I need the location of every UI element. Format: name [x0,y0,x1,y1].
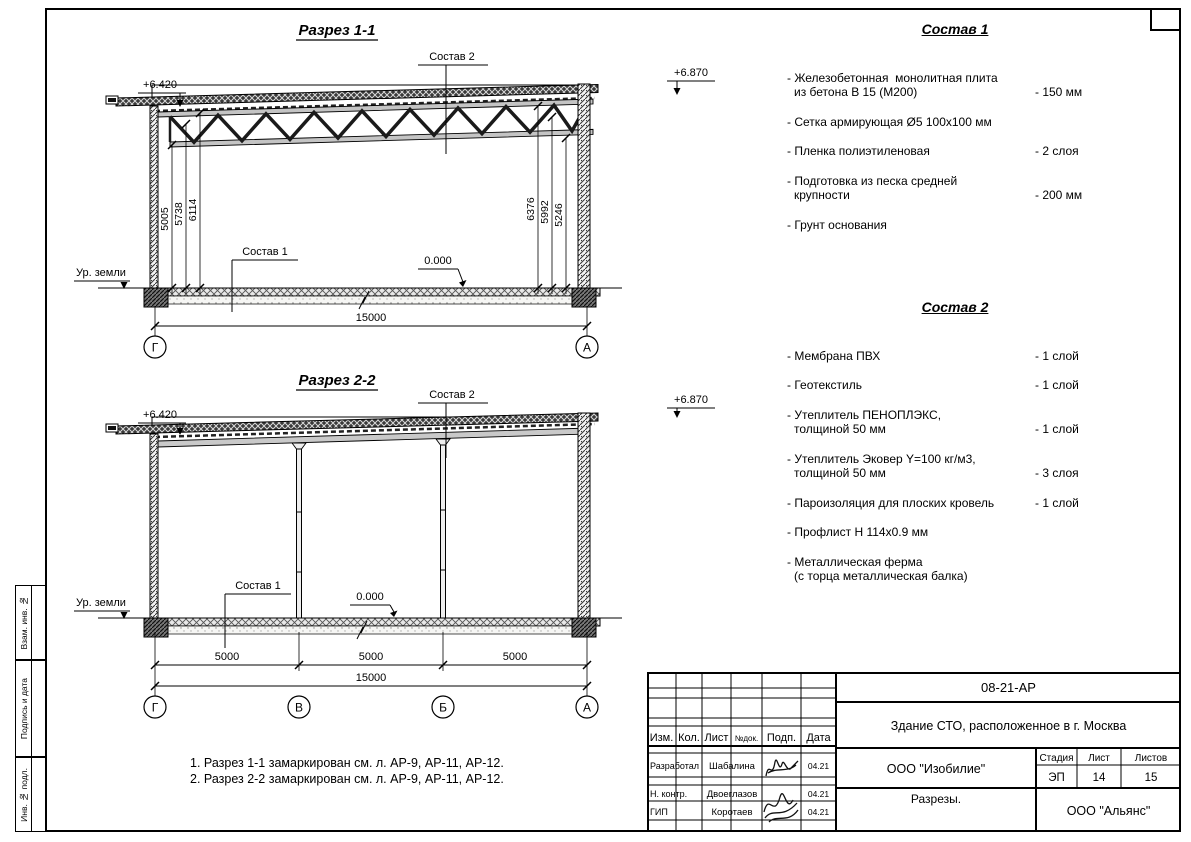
wall-left [150,106,158,288]
zero-level-mark [350,591,398,617]
wall-left [150,434,158,618]
dim-6114: 6114 [187,198,199,222]
axis-letter-v: В [294,700,304,715]
list-item: - Сетка армирующая Ø5 100х100 мм [787,114,992,129]
footing-right [572,618,596,637]
col-podp: Подп. [766,732,797,744]
dim-span-1: 5000 [214,651,240,663]
dim-6376: 6376 [525,197,537,221]
dim-5005: 5005 [159,207,171,231]
list-item: - Металлическая ферма (с торца металлическая балка) [787,554,968,583]
sostav-1-list [787,22,1123,247]
date-developed: 04.21 [807,761,830,771]
title-block-grid [647,672,1181,832]
list-item: - Пароизоляция для плоских кровель - 1 слой [787,495,1079,510]
section-1-1-drawing [60,14,708,364]
column-v [297,449,302,618]
list-item: - Грунт основания [787,217,887,232]
section-2-2-drawing [60,360,708,735]
list-item: - Пленка полиэтиленовая - 2 слоя [787,144,1079,158]
zero-level-mark [418,255,467,287]
floor-slab [145,618,600,626]
dim-15000: 15000 [355,312,387,324]
stamp-vzam-inv [15,585,46,660]
axis-letter-b: Б [439,700,447,715]
wall-right [578,84,590,288]
zero-level-text: 0.000 [356,591,384,603]
ground-level-text: Ур. земли [76,267,126,279]
project-title: Здание СТО, расположенное в г. Москва [890,719,1127,733]
section-title-text: Разрез 1-1 [298,22,376,39]
sostav-2-list [787,300,1123,599]
list-item: - Мембрана ПВХ - 1 слой [787,348,1079,363]
sheet-label: Лист [1088,753,1110,764]
stamp-inv-podl-text: Инв. № подл. [18,767,29,822]
stamp-vzam-inv-label [16,586,32,659]
stamp-podpis-data [15,660,46,757]
note-1: 1. Разрез 1-1 замаркирован см. л. АР-9, АР-11, АР-12. [190,756,504,770]
stamp-podpis-data-text: Подпись и дата [18,677,29,740]
customer-org: ООО "Изобилие" [886,762,986,776]
dim-span-3: 5000 [502,651,528,663]
sostav2-callout: Состав 2 [429,389,475,401]
zero-level-text: 0.000 [424,255,452,267]
notes [190,755,504,787]
list-item: - Профлист Н 114х0.9 мм [787,525,929,539]
column-b [441,445,446,618]
elev-6870-text: +6.870 [674,67,708,79]
role-developed: Разработал [650,761,699,771]
leader-sostav1 [225,580,291,648]
roof-left-cap-fill [108,98,116,102]
stamp-podpis-data-label [16,661,32,756]
stage-value: ЭП [1048,772,1065,784]
note-2: 2. Разрез 2-2 замаркирован см. л. АР-9, АР-11, АР-12. [190,772,504,786]
footing-left [144,288,168,307]
contractor-org: ООО "Альянс" [1066,804,1151,818]
sheets-label: Листов [1134,753,1168,764]
section-2-2-title [296,372,378,390]
stamp-vzam-inv-text: Взам. инв. № [18,595,29,650]
col-kol: Кол. [678,732,700,744]
sostav-1-title: Состав 1 [921,21,989,37]
sheets-total: 15 [1144,772,1158,784]
sostav1-callout: Состав 1 [235,580,281,592]
sostav1-callout: Состав 1 [242,246,288,258]
sand-layer [155,626,592,634]
name-ncontrol: Двоеглазов [706,789,758,800]
stamp-inv-podl-label [16,758,32,831]
ground-level-mark [74,267,130,289]
dimensions-spans [151,632,591,696]
ground-level-mark [74,597,130,619]
column-v-capital [292,443,306,449]
role-gip: ГИП [650,807,668,817]
col-izm: Изм. [649,732,674,744]
list-item: - Железобетонная монолитная плита из бетона В 15 (М200) - 150 мм [787,70,1083,99]
title-block [647,672,1181,832]
dim-15000: 15000 [355,672,387,684]
list-item: - Утеплитель Эковер Y=100 кг/м3, толщиной 50 мм - 3 слоя [787,451,1079,480]
stamp-inv-podl [15,757,46,832]
truss [158,99,593,147]
role-ncontrol: Н. контр. [650,789,688,799]
name-gip: Коротаев [711,807,753,818]
axis-letter-g: Г [151,340,159,355]
axis-letter-g: Г [151,700,159,715]
date-ncontrol: 04.21 [807,789,830,799]
elev-6870-text: +6.870 [674,394,708,406]
stage-label: Стадия [1039,753,1074,764]
column-b-capital [436,439,450,445]
sheet-corner-box [1150,8,1181,31]
floor-slab [145,288,600,296]
footing-right [572,288,596,307]
axis-letter-a: А [582,700,592,715]
dim-span-2: 5000 [358,651,384,663]
elev-6420-text: +6.420 [143,79,177,91]
wall-right [578,413,590,618]
name-developed: Шабалина [709,761,755,772]
sand-layer [155,296,592,304]
col-ndoc: №док. [734,734,759,743]
list-item: - Подготовка из песка средней крупности - 200 мм [787,173,1083,202]
sostav2-callout: Состав 2 [429,51,475,63]
dim-5992: 5992 [539,200,551,224]
ground-level-text: Ур. земли [76,597,126,609]
list-item: - Геотекстиль - 1 слой [787,378,1079,392]
sostav-2-title: Состав 2 [921,299,989,315]
document-code: 08-21-АР [981,680,1036,695]
dim-5246: 5246 [553,203,565,227]
footing-left [144,618,168,637]
section-1-1-title [296,22,378,40]
floor-assembly [98,618,622,639]
sheet-number: 14 [1092,772,1106,784]
axis-bubbles [144,696,598,718]
dim-5738: 5738 [173,202,185,226]
elev-6420-text: +6.420 [143,409,177,421]
axis-bubbles [144,336,598,358]
axis-letter-a: А [582,340,592,355]
sheet-title: Разрезы. [910,792,962,806]
section-title-text: Разрез 2-2 [298,372,376,389]
roof-left-cap-fill [108,426,116,430]
col-list: Лист [704,732,729,744]
floor-assembly [98,288,622,309]
date-gip: 04.21 [807,807,830,817]
col-data: Дата [806,732,831,744]
list-item: - Утеплитель ПЕНОПЛЭКС, толщиной 50 мм - 1 слой [787,407,1079,436]
